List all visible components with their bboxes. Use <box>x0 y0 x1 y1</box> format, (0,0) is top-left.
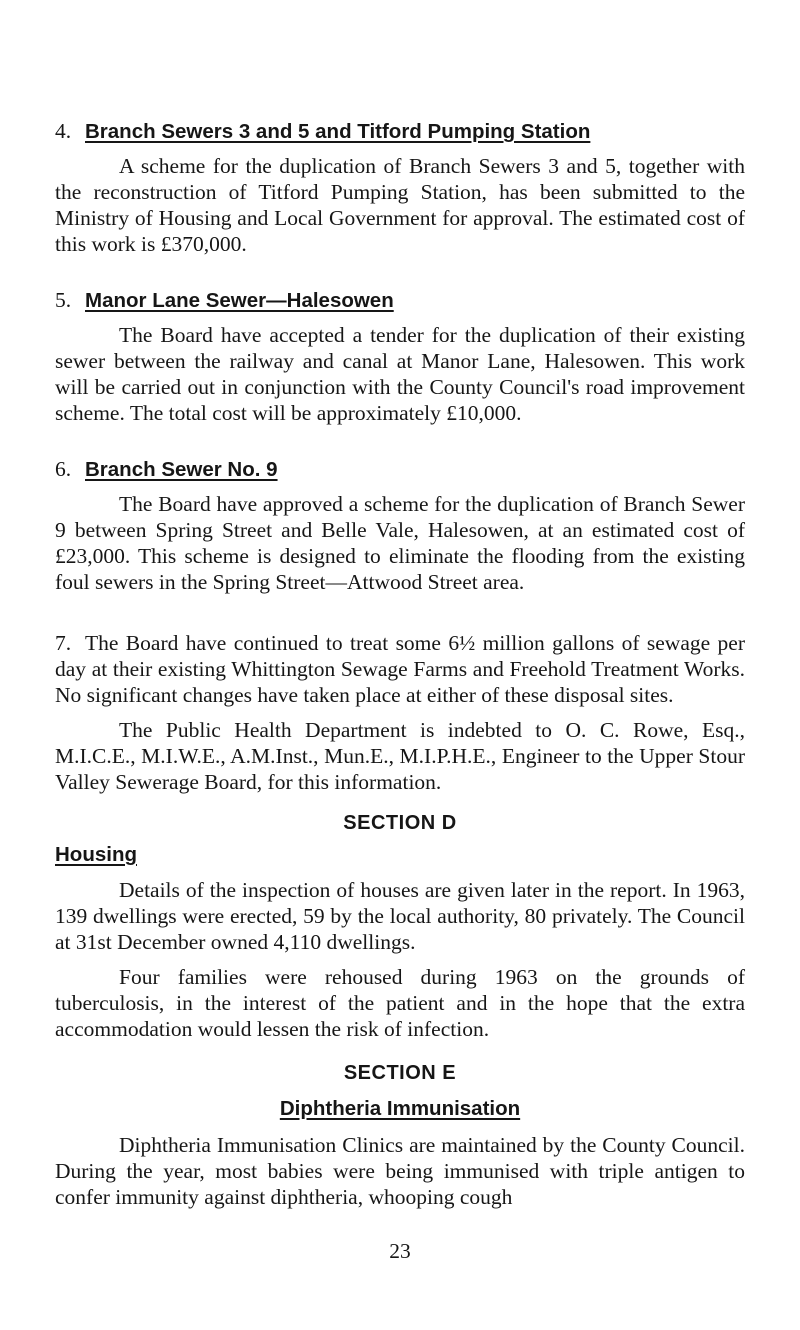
item-heading <box>55 456 745 483</box>
item-5 <box>55 287 745 426</box>
item-title: Branch Sewer No. 9 <box>85 458 278 481</box>
section-paragraph: Diphtheria Immunisation Clinics are maintained by the County Council. During the year, most babies were being immunised with triple antigen to confer immunity against diphtheria, whooping cough <box>55 1133 745 1209</box>
item-4 <box>55 118 745 257</box>
item-body: A scheme for the duplication of Branch Sewers 3 and 5, together with the reconstruction of Titford Pumping Station, has been submitted to the Ministry of Housing and Local Government for approval. The estimated cost of this work is £370,000. <box>55 154 745 256</box>
section-subheading-wrap <box>55 1095 745 1122</box>
section-subheading: Housing <box>55 843 137 866</box>
item-heading <box>55 118 745 145</box>
item-title: Manor Lane Sewer—Halesowen <box>85 289 394 312</box>
section-paragraph: Four families were rehoused during 1963 on the grounds of tuberculosis, in the interest of the patient and in the hope that the extra accommodation would lessen the risk of infection. <box>55 965 745 1041</box>
item-7 <box>55 630 745 795</box>
item-number: 4. <box>55 119 72 143</box>
page-number: 23 <box>389 1239 411 1263</box>
acknowledgement-paragraph: The Public Health Department is indebted to O. C. Rowe, Esq., M.I.C.E., M.I.W.E., A.M.Inst., Mun.E., M.I.P.H.E., Engineer to the Upper Stour Valley Sewerage Board, for this information. <box>55 718 745 794</box>
item-6 <box>55 456 745 595</box>
section-paragraph: Details of the inspection of houses are given later in the report. In 1963, 139 dwellings were erected, 59 by the local authority, 80 privately. The Council at 31st December owned 4,110 dwellings. <box>55 878 745 954</box>
item-number: 6. <box>55 457 72 481</box>
section-title: SECTION E <box>343 1062 457 1084</box>
item-number: 7. <box>55 631 72 655</box>
section-d <box>55 810 745 1042</box>
item-body: The Board have accepted a tender for the duplication of their existing sewer between the railway and canal at Manor Lane, Halesowen. This work will be carried out in conjunction with the County Council's road improvement scheme. The total cost will be approximately £10,000. <box>55 323 745 425</box>
section-subheading: Diphtheria Immunisation <box>279 1097 521 1120</box>
item-body: The Board have approved a scheme for the duplication of Branch Sewer 9 between Spring Street and Belle Vale, Halesowen, at an estimated cost of £23,000. This scheme is designed to eliminate the flooding from the existing foul sewers in the Spring Street—Attwood Street area. <box>55 492 745 594</box>
item-text: The Board have continued to treat some 6½ million gallons of sewage per day at their existing Whittington Sewage Farms and Freehold Treatment Works. No significant changes have taken place at either of these disposal sites. <box>55 631 745 707</box>
item-title: Branch Sewers 3 and 5 and Titford Pumping Station <box>85 120 591 143</box>
item-number: 5. <box>55 288 72 312</box>
section-title: SECTION D <box>343 812 457 834</box>
item-heading <box>55 287 745 314</box>
section-e <box>55 1060 745 1210</box>
item-body <box>55 630 745 708</box>
